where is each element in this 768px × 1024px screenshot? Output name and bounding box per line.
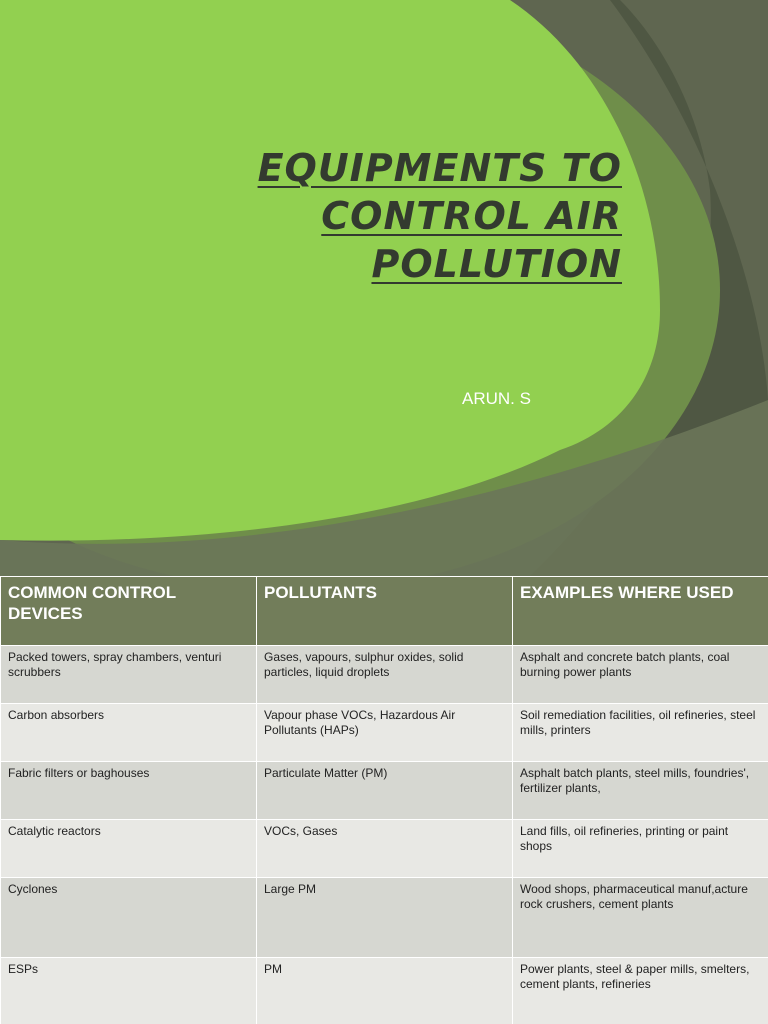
example-cell: Asphalt batch plants, steel mills, foundries', fertilizer plants, xyxy=(513,762,768,820)
header-common-control-devices: COMMON CONTROL DEVICES xyxy=(1,577,257,646)
example-cell: Wood shops, pharmaceutical manuf,acture rock crushers, cement plants xyxy=(513,878,768,958)
example-cell: Soil remediation facilities, oil refineries, steel mills, printers xyxy=(513,704,768,762)
table-row xyxy=(1,878,768,958)
title-line-1: EQUIPMENTS TO xyxy=(257,146,622,190)
pollutant-cell: Gases, vapours, sulphur oxides, solid particles, liquid droplets xyxy=(257,646,513,704)
table-row xyxy=(1,958,768,1024)
header-examples-where-used: EXAMPLES WHERE USED xyxy=(513,577,768,646)
table-row xyxy=(1,704,768,762)
pollutant-cell: VOCs, Gases xyxy=(257,820,513,878)
title-line-3: POLLUTION xyxy=(371,242,622,286)
pollutant-cell: Vapour phase VOCs, Hazardous Air Pollutants (HAPs) xyxy=(257,704,513,762)
slide-title xyxy=(182,144,622,288)
device-cell: Catalytic reactors xyxy=(1,820,257,878)
device-cell: Fabric filters or baghouses xyxy=(1,762,257,820)
pollutant-cell: Particulate Matter (PM) xyxy=(257,762,513,820)
table-header-row xyxy=(1,577,768,646)
pollutant-cell: PM xyxy=(257,958,513,1024)
table-row xyxy=(1,646,768,704)
device-cell: Carbon absorbers xyxy=(1,704,257,762)
example-cell: Asphalt and concrete batch plants, coal burning power plants xyxy=(513,646,768,704)
control-devices-table xyxy=(0,576,768,1024)
example-cell: Power plants, steel & paper mills, smelters, cement plants, refineries xyxy=(513,958,768,1024)
header-pollutants: POLLUTANTS xyxy=(257,577,513,646)
author-name: ARUN. S xyxy=(462,389,531,408)
title-line-2: CONTROL AIR xyxy=(321,194,622,238)
pollutant-cell: Large PM xyxy=(257,878,513,958)
example-cell: Land fills, oil refineries, printing or paint shops xyxy=(513,820,768,878)
device-cell: Cyclones xyxy=(1,878,257,958)
device-cell: ESPs xyxy=(1,958,257,1024)
table-row xyxy=(1,820,768,878)
device-cell: Packed towers, spray chambers, venturi scrubbers xyxy=(1,646,257,704)
table-row xyxy=(1,762,768,820)
